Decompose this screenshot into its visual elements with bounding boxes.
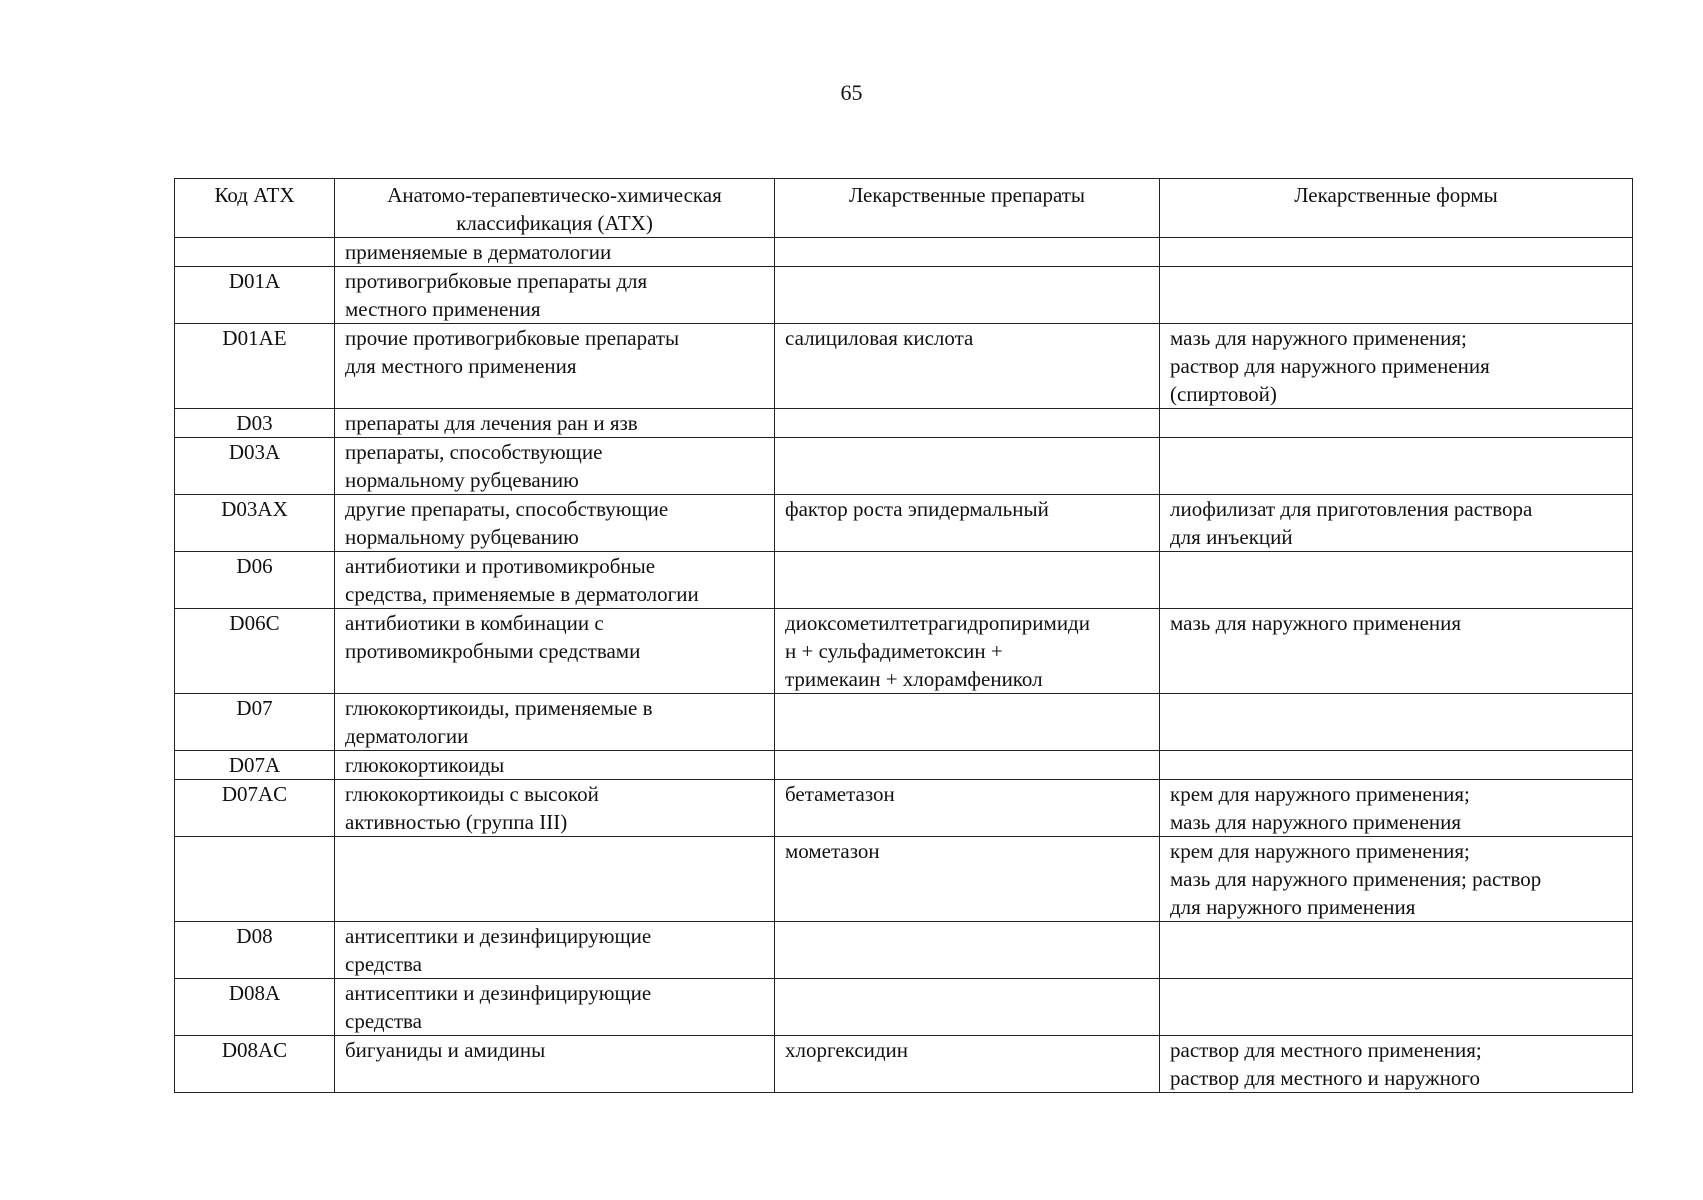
cell-code: [175, 324, 335, 409]
cell-code-value: D08A: [228, 981, 281, 1005]
table-row: [175, 751, 1633, 780]
cell-classification-line: активностью (группа III): [345, 810, 568, 834]
cell-forms: [1160, 552, 1633, 609]
atx-drug-table: [174, 178, 1633, 1093]
cell-forms: [1160, 438, 1633, 495]
cell-forms-line: раствор для местного и наружного: [1170, 1066, 1480, 1090]
cell-forms: [1160, 979, 1633, 1036]
cell-classification-line: нормальному рубцеванию: [345, 468, 579, 492]
cell-classification-line: применяемые в дерматологии: [345, 240, 612, 264]
table-body: [175, 238, 1633, 1093]
cell-code: [175, 922, 335, 979]
cell-forms-line: для инъекций: [1170, 525, 1293, 549]
header-drugs: Лекарственные препараты: [775, 179, 1160, 238]
cell-drugs: [775, 267, 1160, 324]
cell-classification: [335, 495, 775, 552]
cell-classification: [335, 409, 775, 438]
cell-code-value: D08AC: [221, 1038, 288, 1062]
cell-drugs-line: тримекаин + хлорамфеникол: [785, 667, 1043, 691]
cell-classification-line: антисептики и дезинфицирующие: [345, 981, 652, 1005]
cell-forms-line: мазь для наружного применения; раствор: [1170, 867, 1542, 891]
cell-drugs: [775, 837, 1160, 922]
cell-forms: [1160, 609, 1633, 694]
cell-drugs-line: диоксометилтетрагидропиримиди: [785, 611, 1090, 635]
cell-code-value: D06C: [229, 611, 280, 635]
cell-drugs-line: мометазон: [785, 839, 880, 863]
cell-code: [175, 409, 335, 438]
cell-classification-line: глюкокортикоиды: [345, 753, 505, 777]
cell-forms-line: лиофилизат для приготовления раствора: [1170, 497, 1533, 521]
cell-code-value: D07AC: [221, 782, 288, 806]
cell-code-value: D01A: [228, 269, 281, 293]
cell-classification: [335, 324, 775, 409]
cell-drugs-line: хлоргексидин: [785, 1038, 909, 1062]
cell-code: [175, 751, 335, 780]
cell-classification-line: средства: [345, 952, 423, 976]
cell-classification-line: глюкокортикоиды, применяемые в: [345, 696, 653, 720]
cell-classification-line: средства, применяемые в дерматологии: [345, 582, 699, 606]
cell-forms: [1160, 694, 1633, 751]
cell-classification: [335, 837, 775, 922]
table-row: [175, 409, 1633, 438]
cell-classification-line: прочие противогрибковые препараты: [345, 326, 680, 350]
cell-classification: [335, 238, 775, 267]
cell-code: [175, 495, 335, 552]
cell-classification: [335, 751, 775, 780]
cell-drugs: [775, 495, 1160, 552]
cell-classification: [335, 780, 775, 837]
cell-code-value: D03: [236, 411, 273, 435]
cell-forms-line: мазь для наружного применения;: [1170, 326, 1467, 350]
cell-drugs: [775, 238, 1160, 267]
cell-drugs: [775, 609, 1160, 694]
table-row: [175, 324, 1633, 409]
cell-forms-line: раствор для местного применения;: [1170, 1038, 1482, 1062]
cell-drugs: [775, 324, 1160, 409]
cell-drugs: [775, 922, 1160, 979]
cell-drugs-line: бетаметазон: [785, 782, 895, 806]
cell-forms-line: мазь для наружного применения: [1170, 810, 1462, 834]
cell-code: [175, 438, 335, 495]
header-classification-line: Анатомо-терапевтическо-химическая: [387, 183, 722, 207]
table-row: [175, 238, 1633, 267]
table-row: [175, 609, 1633, 694]
cell-forms: [1160, 751, 1633, 780]
table-row: [175, 438, 1633, 495]
cell-code: [175, 837, 335, 922]
cell-drugs: [775, 780, 1160, 837]
cell-drugs-line: н + сульфадиметоксин +: [785, 639, 1003, 663]
cell-drugs: [775, 979, 1160, 1036]
cell-forms: [1160, 922, 1633, 979]
cell-classification: [335, 1036, 775, 1093]
cell-classification-line: противогрибковые препараты для: [345, 269, 648, 293]
cell-classification: [335, 922, 775, 979]
cell-classification: [335, 979, 775, 1036]
cell-forms: [1160, 1036, 1633, 1093]
header-classification-line: классификация (АТХ): [456, 211, 653, 235]
cell-forms: [1160, 409, 1633, 438]
cell-code: [175, 1036, 335, 1093]
table-row: [175, 780, 1633, 837]
cell-forms-line: раствор для наружного применения: [1170, 354, 1490, 378]
page-number: 65: [840, 80, 863, 105]
table-row: [175, 837, 1633, 922]
cell-forms-line: для наружного применения: [1170, 895, 1416, 919]
cell-forms-line: (спиртовой): [1170, 382, 1277, 406]
cell-forms: [1160, 780, 1633, 837]
cell-classification: [335, 267, 775, 324]
table-row: [175, 979, 1633, 1036]
cell-code: [175, 694, 335, 751]
cell-forms: [1160, 324, 1633, 409]
cell-drugs: [775, 1036, 1160, 1093]
cell-classification-line: средства: [345, 1009, 423, 1033]
header-classification: [335, 179, 775, 238]
cell-classification-line: бигуаниды и амидины: [345, 1038, 546, 1062]
table-row: [175, 922, 1633, 979]
cell-classification-line: препараты, способствующие: [345, 440, 603, 464]
cell-classification-line: местного применения: [345, 297, 541, 321]
cell-forms-line: крем для наружного применения;: [1170, 839, 1470, 863]
cell-drugs: [775, 409, 1160, 438]
cell-classification-line: дерматологии: [345, 724, 469, 748]
cell-code: [175, 609, 335, 694]
cell-forms: [1160, 238, 1633, 267]
cell-drugs: [775, 694, 1160, 751]
table-row: [175, 552, 1633, 609]
cell-classification-line: антибиотики и противомикробные: [345, 554, 656, 578]
cell-forms: [1160, 267, 1633, 324]
cell-classification-line: для местного применения: [345, 354, 577, 378]
cell-code-value: D03AX: [221, 497, 288, 521]
table-row: [175, 267, 1633, 324]
cell-classification-line: антибиотики в комбинации с: [345, 611, 604, 635]
table-row: [175, 694, 1633, 751]
cell-code-value: D01AE: [222, 326, 287, 350]
cell-classification: [335, 694, 775, 751]
cell-forms-line: крем для наружного применения;: [1170, 782, 1470, 806]
cell-classification-line: противомикробными средствами: [345, 639, 641, 663]
cell-code-value: D07: [236, 696, 273, 720]
table-row: [175, 495, 1633, 552]
cell-code: [175, 267, 335, 324]
cell-code-value: D03A: [228, 440, 281, 464]
cell-drugs-line: фактор роста эпидермальный: [785, 497, 1049, 521]
cell-code: [175, 979, 335, 1036]
cell-drugs: [775, 751, 1160, 780]
cell-classification-line: антисептики и дезинфицирующие: [345, 924, 652, 948]
cell-drugs-line: салициловая кислота: [785, 326, 974, 350]
cell-classification-line: другие препараты, способствующие: [345, 497, 669, 521]
table-row: [175, 1036, 1633, 1093]
cell-forms: [1160, 837, 1633, 922]
cell-classification-line: глюкокортикоиды с высокой: [345, 782, 599, 806]
cell-forms-line: мазь для наружного применения: [1170, 611, 1462, 635]
cell-drugs: [775, 552, 1160, 609]
cell-drugs: [775, 438, 1160, 495]
cell-code-value: D08: [236, 924, 273, 948]
cell-classification: [335, 438, 775, 495]
cell-classification: [335, 552, 775, 609]
cell-classification: [335, 609, 775, 694]
cell-classification-line: препараты для лечения ран и язв: [345, 411, 638, 435]
cell-forms: [1160, 495, 1633, 552]
cell-code: [175, 552, 335, 609]
cell-code: [175, 238, 335, 267]
cell-code-value: D07A: [228, 753, 281, 777]
cell-classification-line: нормальному рубцеванию: [345, 525, 579, 549]
header-forms: Лекарственные формы: [1160, 179, 1633, 238]
cell-code-value: D06: [236, 554, 273, 578]
header-code: Код АТХ: [175, 179, 335, 238]
cell-code: [175, 780, 335, 837]
table-header-row: [175, 179, 1633, 238]
